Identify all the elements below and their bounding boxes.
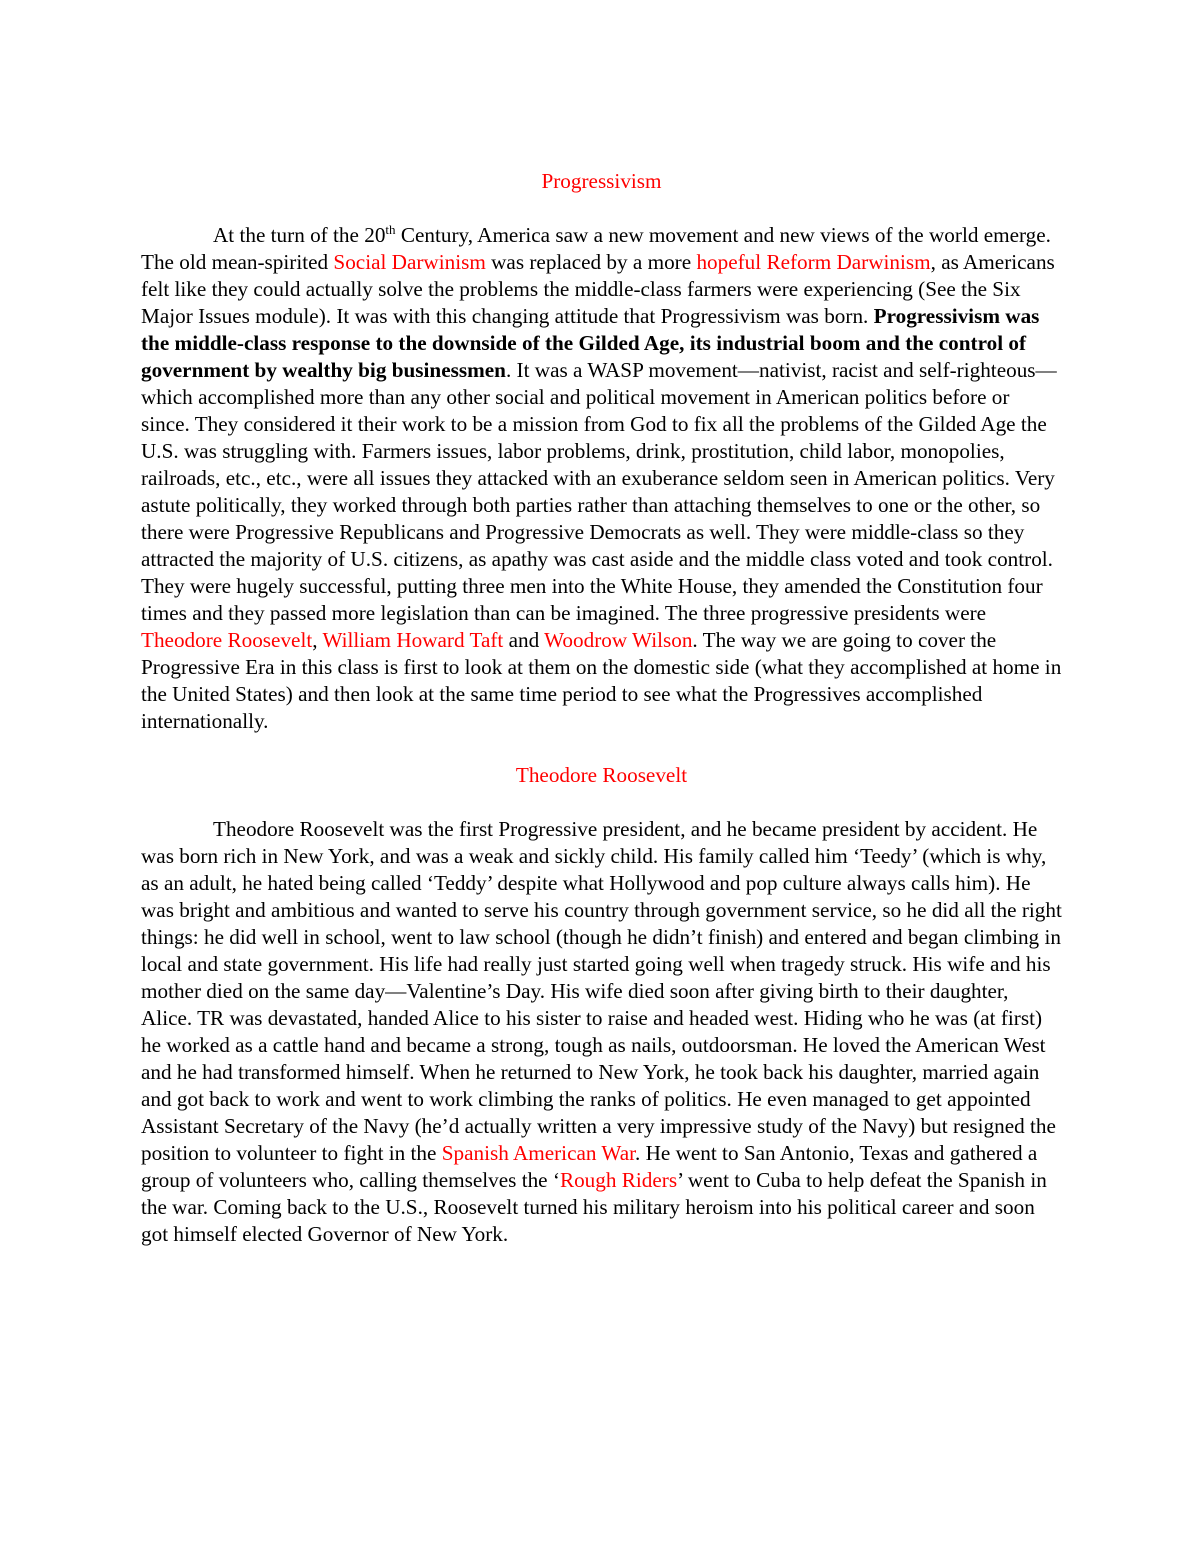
- text-run: . It was a WASP movement—nativist, racist and self-righteous—which accomplished more than any other social and political movement in American politics before or since. They considered it their work to be a mission from God to fix all the problems of the Gilded Age the U.S. was struggling with. Farmers issues, labor problems, drink, prostitution, child labor, monopolies, railroads, etc., etc., were all issues they attacked with an exuberance seldom seen in American politics. Very astute politically, they worked through both parties rather than attaching themselves to one or the other, so there were Progressive Republicans and Progressive Democrats as well. They were middle-class so they attracted the majority of U.S. citizens, as apathy was cast aside and the middle class voted and took control. They were hugely successful, putting three men into the White House, they amended the Constitution four times and they passed more legislation than can be imagined. The three progressive presidents were: [141, 358, 1057, 625]
- superscript-th: th: [385, 221, 396, 237]
- paragraph-roosevelt: [141, 816, 1062, 1248]
- paragraph-progressivism: [141, 222, 1062, 735]
- text-run: . The way we are going to cover the Progressive Era in this class is first to look at them on the domestic side (what they accomplished at home in the United States) and then look at the same time period to see what the Progressives accomplished internationally.: [141, 628, 1062, 733]
- text-run: At the turn of the 20: [213, 223, 386, 247]
- text-run: Theodore Roosevelt was the first Progressive president, and he became president by accident. He was born rich in New York, and was a weak and sickly child. His family called him ‘Teedy’ (which is why, as an adult, he hated being called ‘Teddy’ despite what Hollywood and pop culture always calls him). He was bright and ambitious and wanted to serve his country through government service, so he did all the right things: he did well in school, went to law school (though he didn’t finish) and entered and began climbing in local and state government. His life had really just started going well when tragedy struck. His wife and his mother died on the same day—Valentine’s Day. His wife died soon after giving birth to their daughter, Alice. TR was devastated, handed Alice to his sister to raise and headed west. Hiding who he was (at first) he worked as a cattle hand and became a strong, tough as nails, outdoorsman. He loved the American West and he had transformed himself. When he returned to New York, he took back his daughter, married again and got back to work and went to work climbing the ranks of politics. He even managed to get appointed Assistant Secretary of the Navy (he’d actually written a very impressive study of the Navy) but resigned the position to volunteer to fight in the: [141, 817, 1062, 1165]
- spacer: [141, 195, 1062, 222]
- term-rough-riders: Rough Riders: [559, 1168, 678, 1192]
- term-william-howard-taft: William Howard Taft: [322, 628, 504, 652]
- text-run: was replaced by a more: [485, 250, 697, 274]
- document-body: [141, 168, 1062, 1248]
- text-run: Century, America saw a new movement and new views of the world emerge. The old mean-spirited: [141, 223, 1051, 274]
- term-spanish-american-war: Spanish American War: [441, 1141, 635, 1165]
- term-social-darwinism: Social Darwinism: [333, 250, 486, 274]
- text-run: . He went to San Antonio, Texas and gathered a group of volunteers who, calling themselves the ‘: [141, 1141, 1038, 1192]
- spacer: [141, 735, 1062, 762]
- term-woodrow-wilson: Woodrow Wilson: [544, 628, 693, 652]
- text-run: , as Americans felt like they could actually solve the problems the middle-class farmers were experiencing (See the Six Major Issues module). It was with this changing attitude that Progressivism was born.: [141, 250, 1055, 328]
- section-title-theodore-roosevelt: Theodore Roosevelt: [515, 763, 688, 787]
- spacer: [141, 789, 1062, 816]
- text-run: ,: [312, 628, 323, 652]
- text-run: and: [503, 628, 545, 652]
- term-reform-darwinism: hopeful Reform Darwinism: [696, 250, 931, 274]
- section-title-progressivism: Progressivism: [541, 169, 662, 193]
- text-run: ’ went to Cuba to help defeat the Spanish in the war. Coming back to the U.S., Roosevelt turned his military heroism into his political career and soon got himself elected Governor of New York.: [141, 1168, 1047, 1246]
- term-theodore-roosevelt: Theodore Roosevelt: [141, 628, 313, 652]
- bold-definition: Progressivism was the middle-class response to the downside of the Gilded Age, its industrial boom and the control of government by wealthy big businessmen: [141, 304, 1040, 382]
